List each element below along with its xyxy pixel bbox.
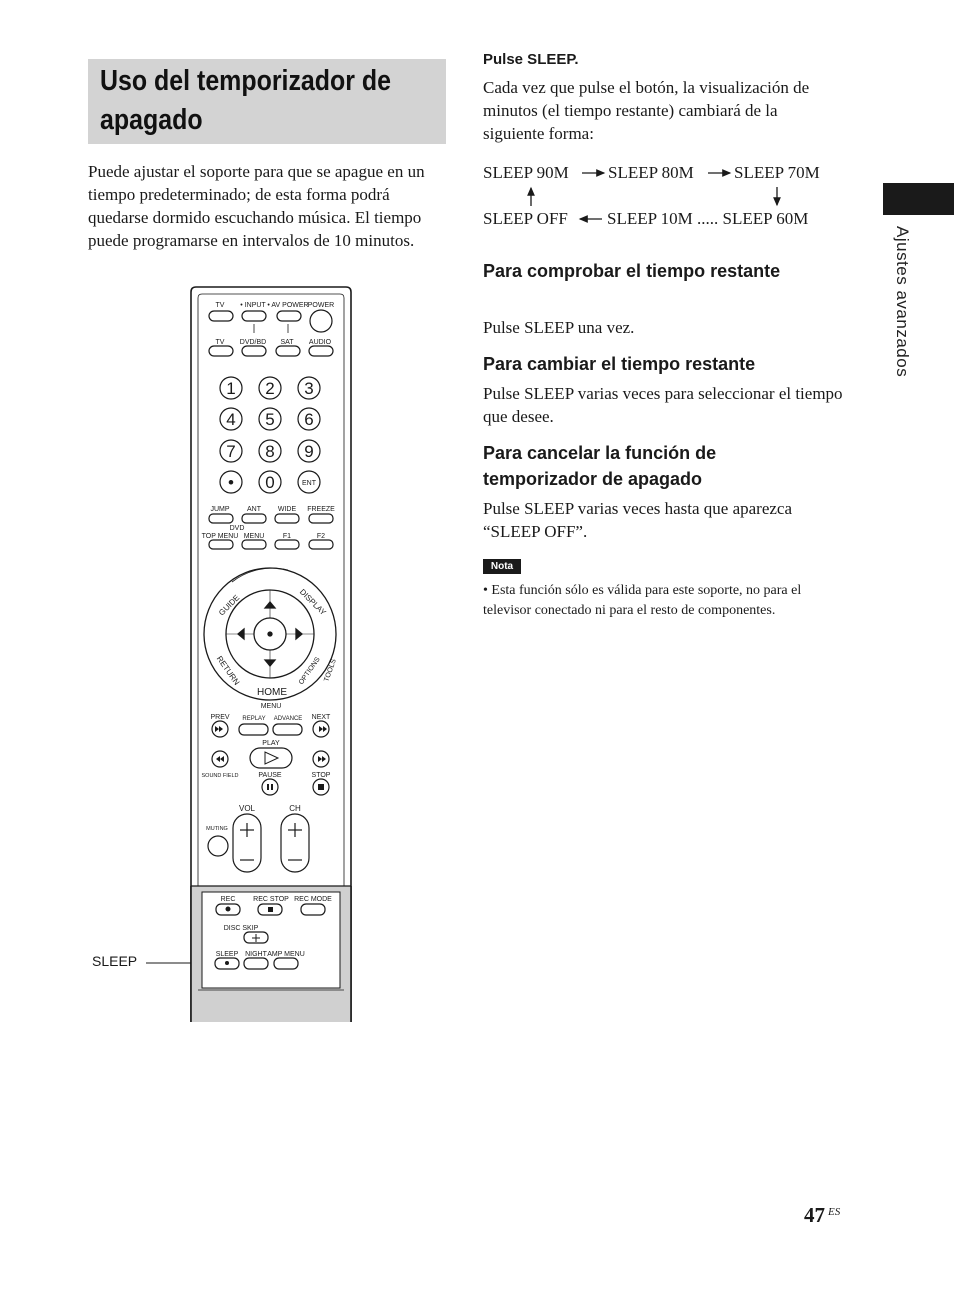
- sequence-item: SLEEP 70M: [734, 163, 820, 182]
- remote-label: SLEEP: [215, 951, 239, 958]
- remote-label: TV: [215, 302, 225, 309]
- section-heading: Para cambiar el tiempo restante: [483, 354, 756, 374]
- remote-label: TV: [215, 339, 225, 346]
- remote-label: SOUND FIELD: [201, 773, 239, 779]
- remote-label: TOOLS: [323, 658, 338, 683]
- keypad-label: 6: [304, 410, 314, 429]
- remote-label: MENU: [243, 533, 265, 540]
- note-text: • Esta función sólo es válida para este soporte, no para el televisor conectado ni para el resto de componentes.: [483, 583, 802, 618]
- page-number: 47: [804, 1203, 825, 1227]
- keypad-label: ENT: [302, 480, 316, 487]
- remote-label: PREV: [210, 714, 230, 721]
- keypad-label: 1: [226, 379, 236, 398]
- keypad-label: 3: [304, 379, 314, 398]
- remote-label: AMP MENU: [267, 951, 305, 958]
- remote-label: POWER: [307, 302, 335, 309]
- remote-label: PLAY: [262, 740, 280, 747]
- remote-label: FREEZE: [307, 506, 335, 513]
- step-description: Cada vez que pulse el botón, la visualización de minutos (el tiempo restante) cambiará de la siguiente forma:: [483, 78, 810, 143]
- remote-label: DVD/BD: [239, 339, 267, 346]
- section-heading: Para comprobar el tiempo restante: [483, 261, 781, 281]
- remote-label: VOL: [238, 804, 256, 813]
- sequence-arrows: [480, 160, 840, 230]
- section-heading: Para cancelar la función de temporizador de apagado: [483, 443, 717, 489]
- remote-label: CH: [289, 804, 301, 813]
- keypad-label: 7: [226, 442, 236, 461]
- sequence-item: SLEEP 90M: [483, 163, 569, 182]
- remote-label: WIDE: [277, 506, 297, 513]
- section-body: Pulse SLEEP una vez.: [483, 318, 635, 337]
- remote-label: DISC SKIP: [223, 925, 259, 932]
- section-body: Pulse SLEEP varias veces hasta que aparezca “SLEEP OFF”.: [483, 499, 793, 541]
- remote-label: AUDIO: [308, 339, 332, 346]
- remote-label: ADVANCE: [273, 716, 303, 722]
- remote-label: DVD: [229, 525, 245, 532]
- sequence-item: SLEEP OFF: [483, 209, 568, 228]
- keypad-label: 4: [226, 410, 236, 429]
- remote-label: • AV POWER: [267, 302, 309, 309]
- remote-label: HOME: [257, 687, 287, 698]
- page-suffix: ES: [828, 1206, 841, 1218]
- remote-label: F1: [282, 533, 292, 540]
- remote-label: JUMP: [210, 506, 230, 513]
- remote-label: TOP MENU: [201, 533, 239, 540]
- keypad-label: 0: [265, 473, 275, 492]
- sequence-item: SLEEP 80M: [608, 163, 694, 182]
- section-body: Pulse SLEEP varias veces para seleccionar el tiempo que desee.: [483, 384, 843, 426]
- remote-label: NEXT: [311, 714, 331, 721]
- remote-label: REPLAY: [242, 716, 266, 722]
- remote-label: F2: [316, 533, 326, 540]
- remote-label: ANT: [247, 506, 261, 513]
- keypad-label: 5: [265, 410, 275, 429]
- keypad-label: 2: [265, 379, 275, 398]
- remote-label: SAT: [280, 339, 294, 346]
- note-badge: Nota: [483, 559, 521, 574]
- remote-label: NIGHT: [245, 951, 267, 958]
- side-tab-marker: [883, 183, 954, 215]
- remote-label: • INPUT: [240, 302, 266, 309]
- remote-label: REC: [220, 896, 236, 903]
- side-tab-label: Ajustes avanzados: [893, 226, 912, 378]
- keypad-label: 8: [265, 442, 275, 461]
- remote-control-illustration: [190, 286, 354, 1024]
- sleep-callout-label: SLEEP: [92, 953, 138, 969]
- remote-label: MUTING: [206, 826, 228, 832]
- remote-label: MENU: [260, 703, 282, 710]
- remote-label: RETURN: [214, 654, 242, 687]
- remote-label: PAUSE: [258, 772, 282, 779]
- remote-label: REC STOP: [253, 896, 289, 903]
- sequence-item: SLEEP 10M ..... SLEEP 60M: [607, 209, 809, 228]
- remote-label: STOP: [311, 772, 331, 779]
- keypad-label: 9: [304, 442, 314, 461]
- step-label: Pulse SLEEP.: [483, 51, 579, 68]
- intro-paragraph: Puede ajustar el soporte para que se apague en un tiempo predeterminado; de esta forma podrá quedarse dormido escuchando música. El tiempo puede programarse en intervalos de 10 minutos.: [88, 162, 425, 250]
- remote-label: REC MODE: [294, 896, 332, 903]
- remote-label: GUIDE: [217, 593, 242, 618]
- keypad-label: •: [228, 473, 234, 492]
- page-title: Uso del temporizador de apagado: [100, 65, 392, 136]
- remote-label: OPTIONS: [297, 656, 322, 687]
- remote-label: DISPLAY: [297, 587, 328, 618]
